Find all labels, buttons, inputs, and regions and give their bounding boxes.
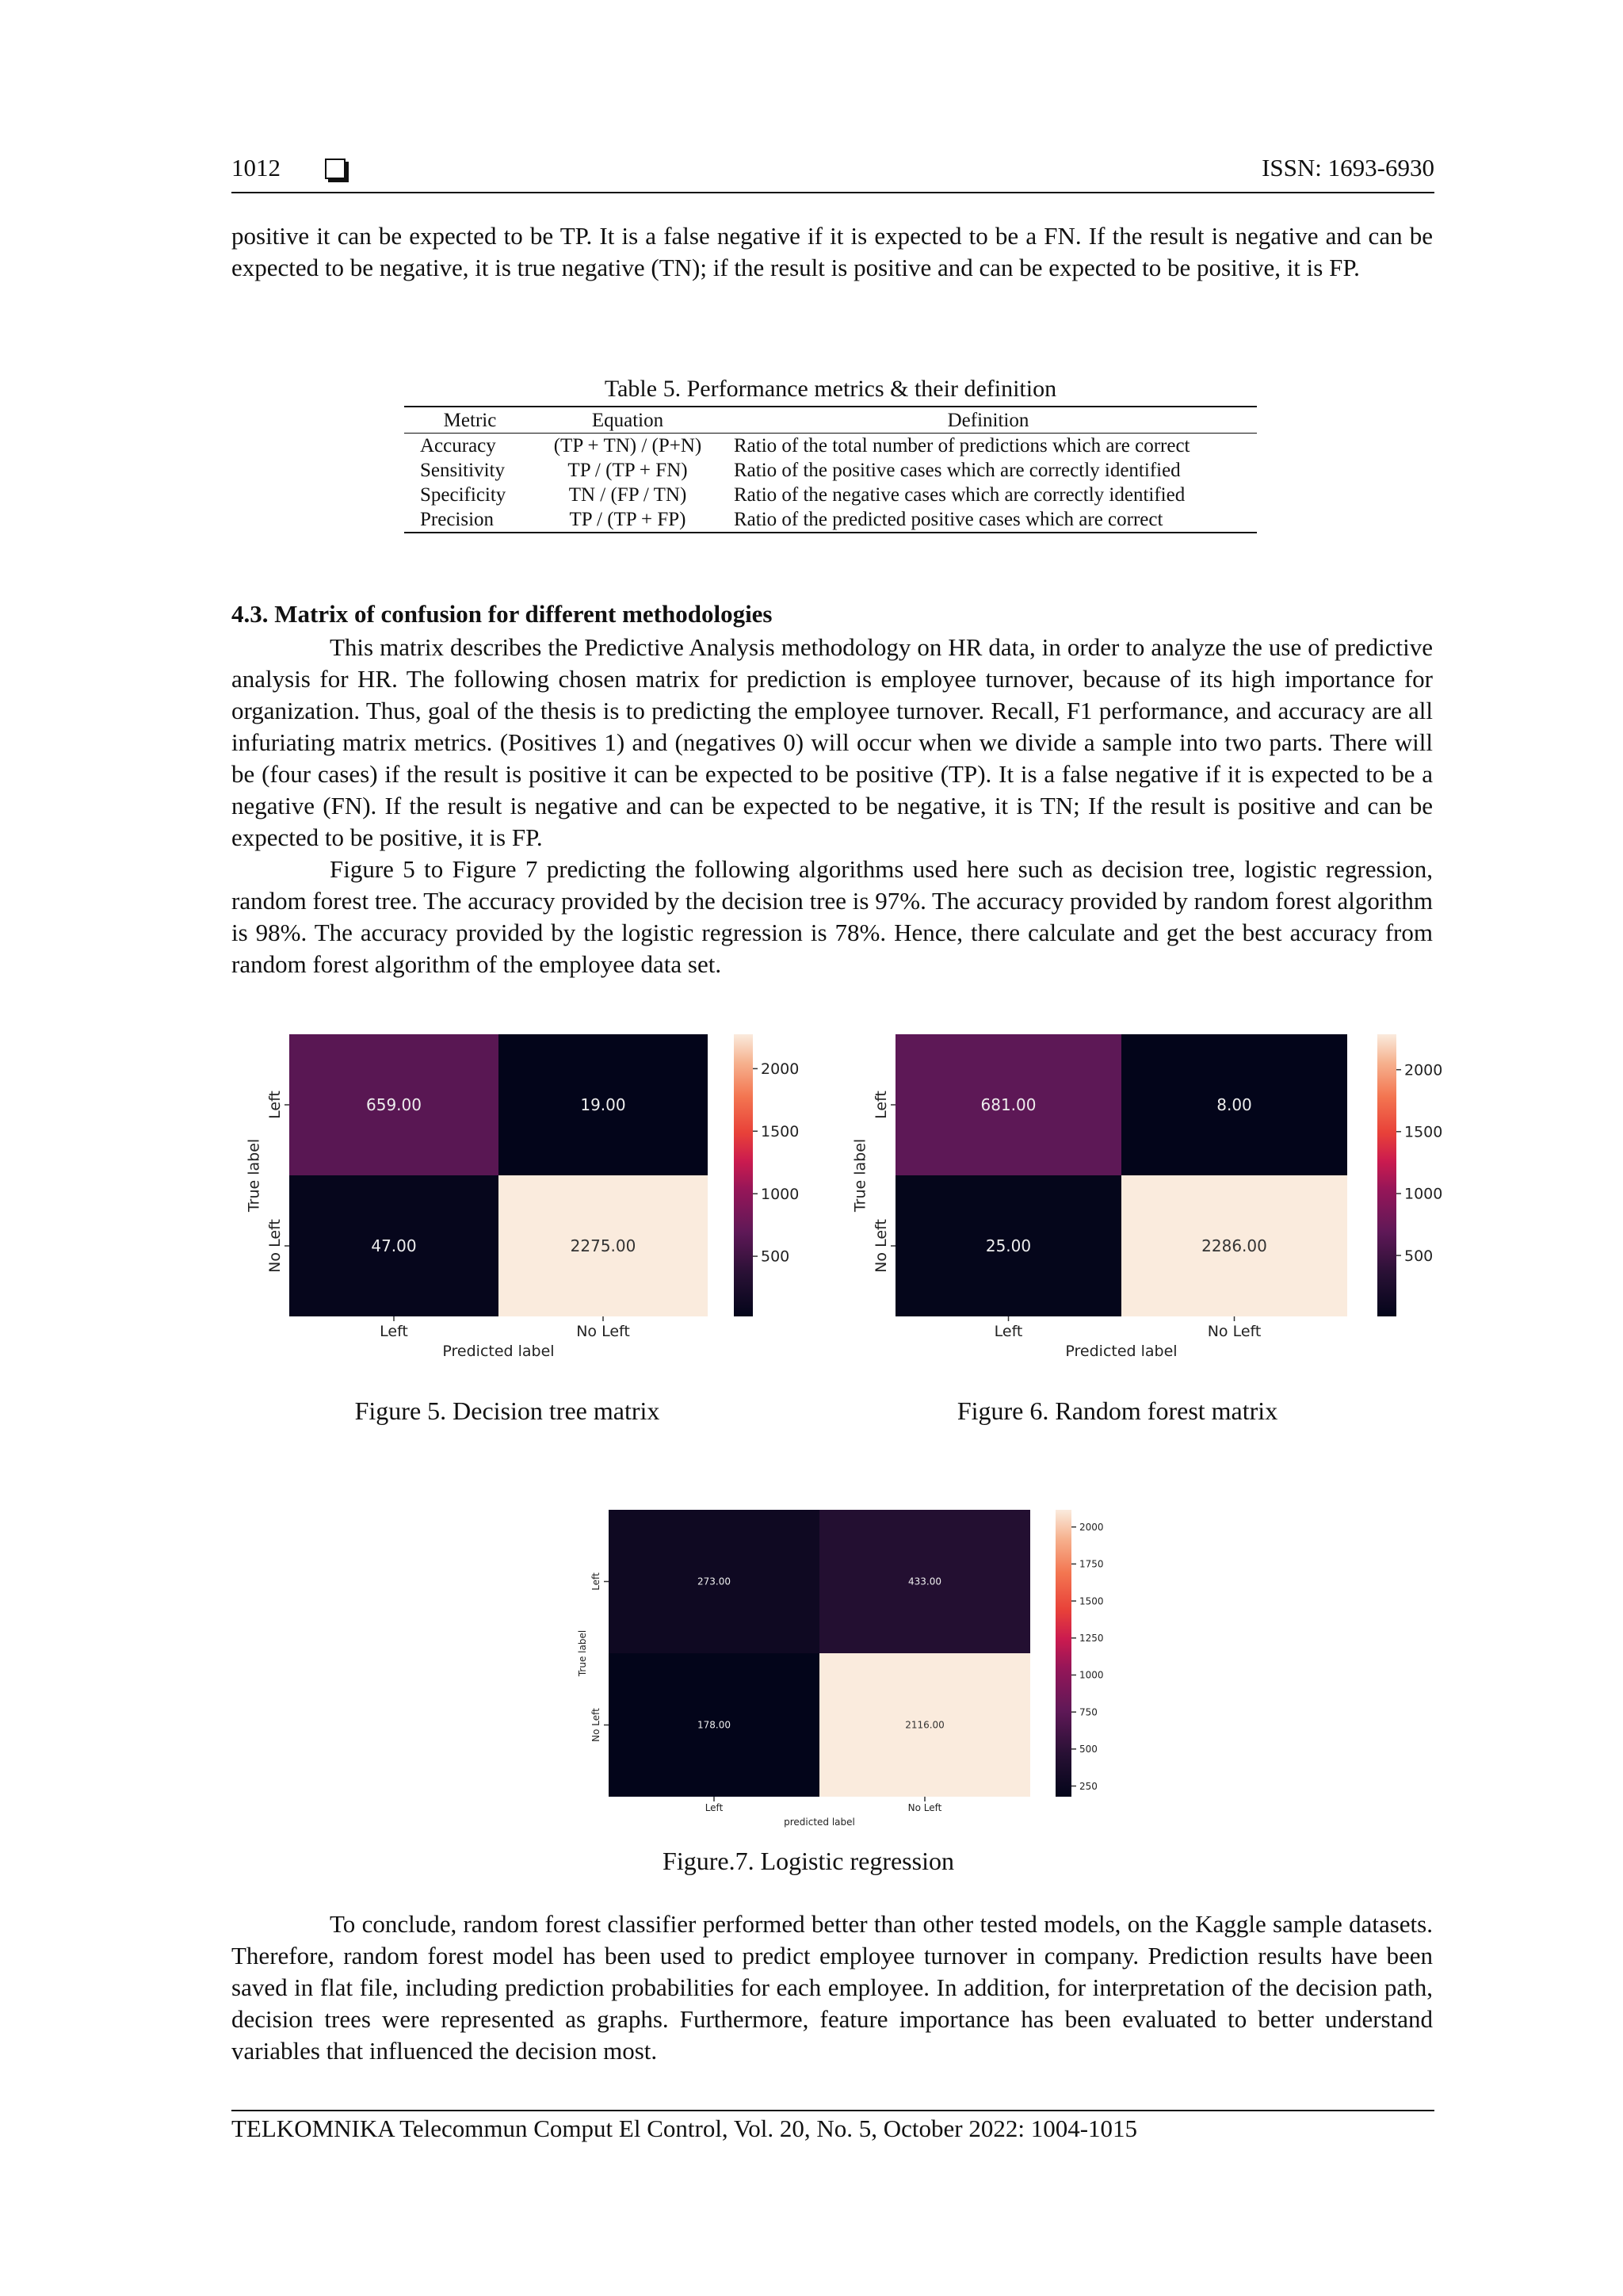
closing-paragraph: To conclude, random forest classifier performed better than other tested models, on the Kaggle sample datasets. Therefore, random forest model has been used to predict employee turnover in company. Prediction results have been saved in flat file, including prediction probabilities for each employee. In addition, for interpretation of the decision path, decision trees were represented as graphs. Furthermore, feature importance has been evaluated to better understand variables that influenced the decision most. <box>231 1910 1433 2065</box>
table-row <box>404 507 1257 533</box>
x-tick-label: Left <box>380 1323 408 1340</box>
section-heading: 4.3. Matrix of confusion for different methodologies <box>231 600 773 628</box>
table-row <box>404 434 1257 459</box>
table-cell-definition: Ratio of the total number of predictions which are correct <box>734 435 1190 457</box>
colorbar-tick-label: 500 <box>1404 1247 1434 1265</box>
journal-footer: TELKOMNIKA Telecommun Comput El Control, Vol. 20, No. 5, October 2022: 1004-1015 <box>231 2115 1138 2142</box>
cell-value-label: 681.00 <box>980 1095 1037 1114</box>
table-cell-equation: (TP + TN) / (P+N) <box>553 435 702 457</box>
cell-value-label: 178.00 <box>697 1719 731 1731</box>
x-axis-label: predicted label <box>784 1817 855 1828</box>
cell-value-label: 19.00 <box>580 1095 626 1114</box>
logistic-regression-confusion-matrix <box>564 1490 1104 1828</box>
y-tick-label: Left <box>590 1572 601 1591</box>
colorbar-tick-label: 500 <box>761 1247 790 1266</box>
page-number: 1012 <box>231 154 281 181</box>
y-axis-label: True label <box>851 1138 869 1213</box>
colorbar <box>1377 1034 1396 1316</box>
table-cell-equation: TN / (FP / TN) <box>568 484 687 506</box>
page-header <box>231 152 1434 193</box>
issn-label: ISSN: 1693-6930 <box>1262 154 1434 181</box>
colorbar-tick-label: 1500 <box>761 1122 800 1140</box>
y-tick-label: No Left <box>590 1708 601 1742</box>
table-cell-equation: TP / (TP + FN) <box>567 460 688 481</box>
x-tick-label: Left <box>705 1802 724 1813</box>
table-header-row <box>404 407 1257 434</box>
table-cell-metric: Accuracy <box>420 435 496 457</box>
table-header-metric: Metric <box>404 407 536 434</box>
table-cell-metric: Specificity <box>420 484 506 506</box>
cell-value-label: 659.00 <box>366 1095 422 1114</box>
table-row <box>404 483 1257 507</box>
random-forest-confusion-matrix <box>835 1034 1443 1375</box>
colorbar-tick-label: 250 <box>1079 1780 1098 1792</box>
colorbar-tick-label: 1000 <box>1404 1185 1443 1203</box>
table-cell-metric: Sensitivity <box>420 460 505 481</box>
table-cell-definition: Ratio of the predicted positive cases which are correct <box>720 507 1257 533</box>
performance-table <box>404 406 1257 533</box>
x-axis-label: Predicted label <box>442 1343 555 1360</box>
colorbar <box>734 1034 753 1316</box>
y-tick-label: No Left <box>266 1219 284 1273</box>
colorbar-tick-label: 1000 <box>761 1185 800 1203</box>
decision-tree-confusion-matrix <box>238 1034 816 1375</box>
square-bullet-icon <box>325 159 346 179</box>
colorbar <box>1056 1510 1071 1797</box>
colorbar-tick-label: 1500 <box>1404 1123 1443 1141</box>
x-tick-label: No Left <box>1207 1323 1262 1340</box>
y-tick-label: Left <box>873 1091 890 1119</box>
section-paragraph-1: This matrix describes the Predictive Analysis methodology on HR data, in order to analyze the use of predictive analysis for HR. The following chosen matrix for prediction is employee turnover, because of its high importance for organization. Thus, goal of the thesis is to predicting the employee turnover. Recall, F1 performance, and accuracy are all infuriating matrix metrics. (Positives 1) and (negatives 0) will occur when we divide a sample into two parts. There will be (four cases) if the result is positive it can be expected to be positive (TP). It is a false negative if it is expected to be a negative (FN). If the result is negative and can be expected to be negative, it is TN; If the result is positive and can be expected to be positive, it is FP. <box>231 633 1433 851</box>
cell-value-label: 2116.00 <box>905 1719 945 1731</box>
cell-value-label: 25.00 <box>985 1236 1032 1255</box>
cell-value-label: 47.00 <box>371 1236 417 1255</box>
colorbar-tick-label: 2000 <box>1404 1061 1443 1079</box>
x-tick-label: No Left <box>576 1323 630 1340</box>
table-header-definition: Definition <box>720 407 1257 434</box>
x-tick-label: Left <box>994 1323 1023 1340</box>
y-axis-label: True label <box>577 1629 589 1677</box>
colorbar-tick-label: 2000 <box>761 1060 800 1079</box>
table-cell-definition: Ratio of the negative cases which are correctly identified <box>734 484 1186 506</box>
table-cell-definition: Ratio of the positive cases which are correctly identified <box>734 460 1181 481</box>
colorbar-tick-label: 2000 <box>1079 1521 1104 1533</box>
y-tick-label: No Left <box>873 1219 890 1273</box>
cell-value-label: 8.00 <box>1216 1095 1252 1114</box>
colorbar-tick-label: 500 <box>1079 1744 1098 1755</box>
figure-5-caption: Figure 5. Decision tree matrix <box>354 1396 660 1425</box>
cell-value-label: 433.00 <box>908 1576 941 1587</box>
table-caption: Table 5. Performance metrics & their definition <box>604 376 1057 402</box>
table-cell-equation: TP / (TP + FP) <box>536 507 720 533</box>
colorbar-tick-label: 1250 <box>1079 1632 1104 1644</box>
section-paragraph-2: Figure 5 to Figure 7 predicting the following algorithms used here such as decision tree, logistic regression, random forest tree. The accuracy provided by the decision tree is 97%. The accuracy provided by random forest algorithm is 98%. The accuracy provided by the logistic regression is 78%. Hence, there calculate and get the best accuracy from random forest algorithm of the employee data set. <box>231 855 1433 978</box>
y-axis-label: True label <box>245 1138 263 1213</box>
cell-value-label: 2286.00 <box>1201 1236 1267 1255</box>
cell-value-label: 2275.00 <box>570 1236 636 1255</box>
figure-7-caption: Figure.7. Logistic regression <box>663 1847 954 1875</box>
colorbar-tick-label: 1750 <box>1079 1558 1104 1570</box>
colorbar-tick-label: 1000 <box>1079 1669 1104 1681</box>
table-cell-metric: Precision <box>404 507 536 533</box>
y-tick-label: Left <box>266 1091 284 1119</box>
intro-paragraph: positive it can be expected to be TP. It is a false negative if it is expected to be a FN. If the result is negative and can be expected to be negative, it is true negative (TN); if the result is positive and can be expected to be positive, it is FP. <box>231 222 1433 281</box>
colorbar-tick-label: 1500 <box>1079 1595 1104 1607</box>
colorbar-tick-label: 750 <box>1079 1706 1098 1718</box>
footer-rule <box>231 2110 1434 2111</box>
table-header-equation: Equation <box>536 407 720 434</box>
table-row <box>404 458 1257 483</box>
figure-6-caption: Figure 6. Random forest matrix <box>957 1396 1278 1425</box>
cell-value-label: 273.00 <box>697 1576 731 1587</box>
x-axis-label: Predicted label <box>1065 1343 1178 1360</box>
x-tick-label: No Left <box>907 1802 942 1813</box>
